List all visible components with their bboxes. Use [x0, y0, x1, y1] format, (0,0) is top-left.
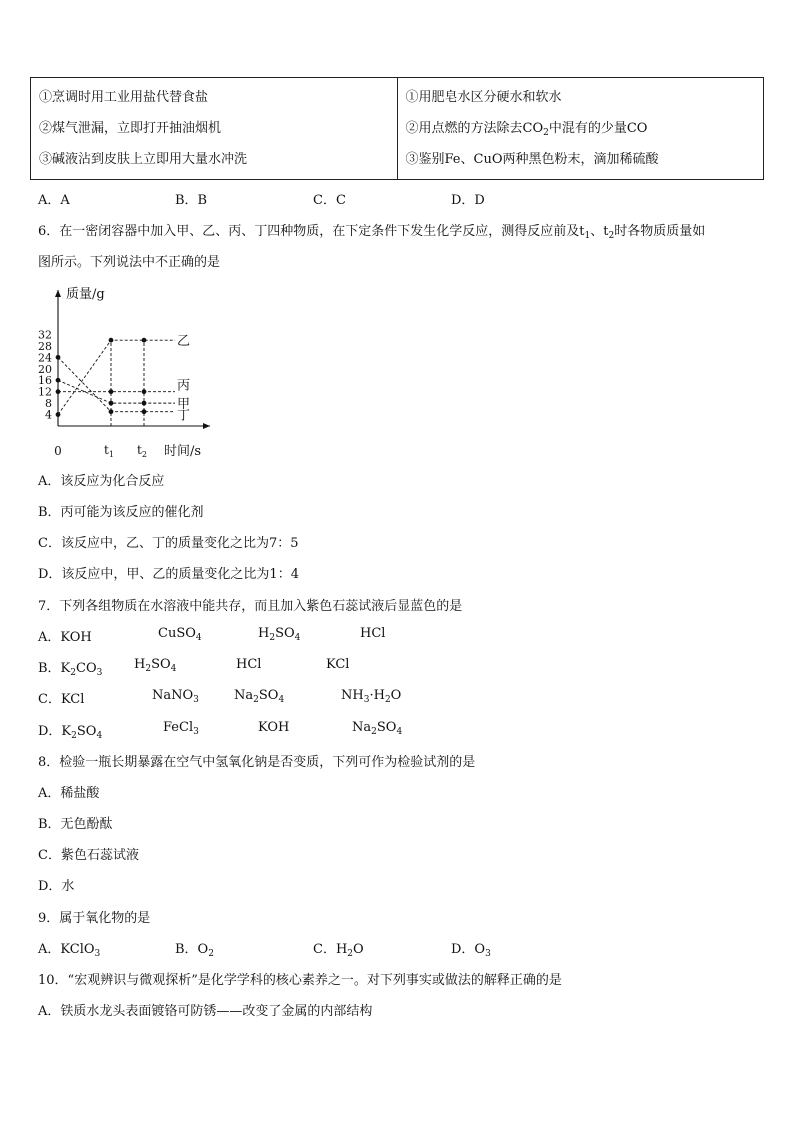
q7-stem: 7．下列各组物质在水溶液中能共存，而且加入紫色石蕊试液后显蓝色的是 [38, 599, 463, 614]
series-label-乙: 乙 [177, 334, 191, 350]
y-tick-label-20: 20 [38, 362, 52, 376]
q6-option-b: B．丙可能为该反应的催化剂 [38, 505, 204, 520]
y-axis-label: 质量/g [66, 287, 105, 302]
series-point-丁-2 [142, 409, 147, 414]
series-line-丁 [58, 357, 175, 411]
q7-option-d-item-1: D．$K_2SO_4$ [38, 724, 103, 741]
y-tick-label-8: 8 [45, 397, 52, 411]
q10-stem: 10．“宏观辨识与微观探析”是化学学科的核心素养之一。对下列事实或做法的解释正确的是 [38, 973, 562, 988]
q9-stem: 9．属于氧化物的是 [38, 911, 151, 926]
q7-option-d-item-2: FeCl$_3$ [163, 720, 199, 737]
series-point-丙-2 [142, 389, 147, 394]
series-point-乙-2 [142, 338, 147, 343]
series-label-丙: 丙 [177, 378, 191, 394]
series-point-甲-0 [56, 378, 61, 383]
y-tick-label-24: 24 [38, 351, 52, 365]
table-right-item-1: ①用肥皂水区分硬水和软水 [405, 90, 562, 105]
series-point-丁-0 [56, 355, 61, 360]
table-right-cell [397, 78, 764, 180]
q6-stem-line1: 6．在一密闭容器中加入甲、乙、丙、丁四种物质，在下定条件下发生化学反应，测得反应前及$t_1$、$t_2$时各物质质量如 [38, 224, 706, 241]
x-tick-label-0: 0 [54, 444, 62, 458]
q8-stem: 8．检验一瓶长期暴露在空气中氢氧化钠是否变质，下列可作为检验试剂的是 [38, 755, 476, 770]
q10-option-a: A．铁质水龙头表面镀铬可防锈——改变了金属的内部结构 [38, 1004, 373, 1019]
table-right-item-3: ③鉴别Fe、CuO两种黑色粉末，滴加稀硫酸 [405, 152, 659, 167]
y-axis-arrow [55, 290, 61, 297]
table-left-item-1: ①烹调时用工业用盐代替食盐 [39, 90, 209, 105]
series-point-丁-1 [109, 409, 114, 414]
table-left-cell [31, 78, 398, 180]
q6-option-c: C．该反应中，乙、丁的质量变化之比为7：5 [38, 536, 299, 551]
q9-option-a: A．KClO$_3$ [38, 942, 101, 959]
q9-option-b: B．$O_2$ [175, 942, 214, 959]
q5-option-b: B．B [175, 193, 208, 208]
q7-option-a-item-4: HCl [360, 626, 386, 641]
x-tick-label-t1: $t_1$ [104, 443, 114, 459]
q7-option-c-item-3: $Na_2SO_4$ [234, 688, 285, 705]
q7-option-c-item-4: $NH_3\cdot H_2O$ [341, 688, 402, 705]
q7-option-a-item-1: A．KOH [38, 630, 92, 645]
series-point-甲-1 [109, 401, 114, 406]
series-point-乙-0 [56, 412, 61, 417]
q8-option-a: A．稀盐酸 [38, 786, 100, 801]
table-left-item-2: ②煤气泄漏，立即打开抽油烟机 [39, 121, 222, 136]
y-tick-label-28: 28 [38, 339, 52, 353]
table-right-item-2: ②用点燃的方法除去$CO_2$中混有的少量CO [405, 121, 648, 138]
q8-option-c: C．紫色石蕊试液 [38, 848, 139, 863]
q7-option-c-item-1: C．KCl [38, 692, 85, 707]
x-axis-arrow [203, 423, 210, 429]
q6-option-d: D．该反应中，甲、乙的质量变化之比为1：4 [38, 567, 299, 582]
q7-option-b-item-2: $H_2SO_4$ [134, 657, 177, 674]
series-point-甲-2 [142, 401, 147, 406]
series-label-丁: 丁 [177, 408, 191, 424]
q7-option-d-item-4: $Na_2SO_4$ [352, 720, 403, 737]
y-tick-label-16: 16 [38, 374, 52, 388]
options-table [30, 77, 764, 180]
series-point-丙-0 [56, 389, 61, 394]
q7-option-b-item-1: B．$K_2CO_3$ [38, 661, 103, 678]
q8-option-d: D．水 [38, 879, 75, 894]
y-tick-label-32: 32 [38, 328, 52, 342]
y-tick-label-4: 4 [45, 408, 52, 422]
q5-option-d: D．D [451, 193, 485, 208]
series-label-甲: 甲 [177, 397, 191, 413]
q6-stem-line2: 图所示。下列说法中不正确的是 [38, 255, 221, 270]
series-point-丙-1 [109, 389, 114, 394]
q7-option-d-item-3: KOH [258, 720, 290, 735]
q6-option-a: A．该反应为化合反应 [38, 474, 165, 489]
series-point-乙-1 [109, 338, 114, 343]
q9-option-d: D．$O_3$ [451, 942, 491, 959]
q8-option-b: B．无色酚酞 [38, 817, 113, 832]
mass-time-chart [30, 280, 220, 460]
q7-option-b-item-3: HCl [236, 657, 262, 672]
q7-option-a-item-3: $H_2SO_4$ [258, 626, 301, 643]
q7-option-c-item-2: NaNO$_3$ [152, 688, 199, 705]
x-axis-label: 时间/s [164, 444, 202, 459]
q7-option-b-item-4: KCl [326, 657, 350, 672]
q5-option-c: C．C [313, 193, 346, 208]
table-left-item-3: ③碱液沾到皮肤上立即用大量水冲洗 [39, 152, 248, 167]
q9-option-c: C．$H_2O$ [313, 942, 364, 959]
y-tick-label-12: 12 [38, 385, 52, 399]
x-tick-label-t2: $t_2$ [137, 443, 147, 459]
series-line-乙 [58, 340, 175, 414]
q7-option-a-item-2: CuSO$_4$ [158, 626, 202, 643]
q5-option-a: A．A [38, 193, 70, 208]
